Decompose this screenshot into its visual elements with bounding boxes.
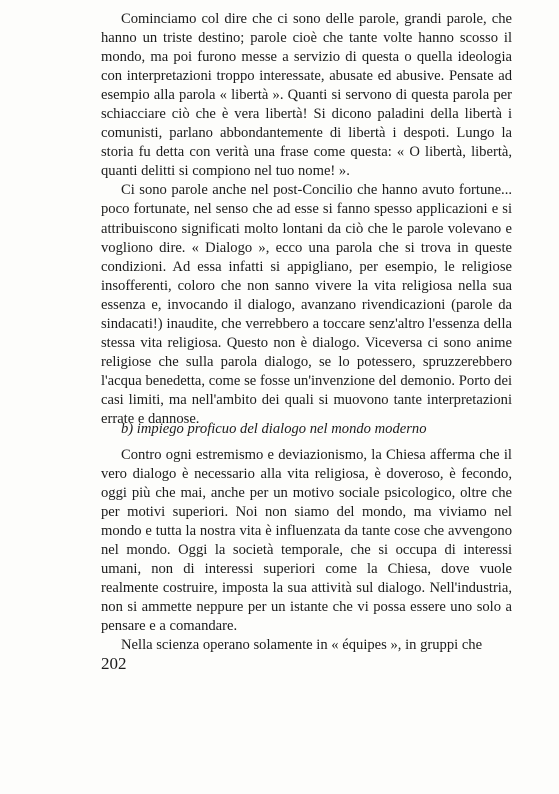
section-1-text	[101, 10, 512, 429]
paragraph: Nella scienza operano solamente in « équipes », in gruppi che	[121, 637, 483, 654]
section-subheading: b) impiego proficuo del dialogo nel mondo moderno	[121, 421, 427, 437]
section-2-text	[101, 446, 512, 656]
paragraph: Contro ogni estremismo e deviazionismo, la Chiesa afferma che il vero dialogo è necessario alla vita religiosa, è doveroso, è fecondo, oggi più che mai, anche per un motivo sociale psicologico, oltre che per motivi superiori. Noi non siamo del mondo, ma viviamo nel mondo e tutta la nostra vita è influenzata da tante cose che avvengono nel mondo. Oggi la società temporale, che si occupa di interessi umani, non di interessi superiori come la Chiesa, dove vuole realmente costruire, imposta la sua attività sul dialogo. Nell'industria, non si ammette neppure per un istante che vi possa essere uno solo a pensare e a comandare.	[101, 447, 512, 635]
paragraph: Ci sono parole anche nel post-Concilio che hanno avuto fortune... poco fortunate, nel senso che ad esse si fanno spesso applicazioni e si attribuiscono significati molto lontani da ciò che le parole volevano e vogliono dire. « Dialogo », ecco una parola che si trova in queste condizioni. Ad essa infatti si appigliano, per esempio, le religiose insofferenti, coloro che non sanno vivere la vita religiosa nella sua essenza e, invocando il dialogo, avanzano rivendicazioni (parole da sindacati!) inaudite, che verrebbero a toccare senz'altro l'essenza della stessa vita religiosa. Questo non è dialogo. Viceversa ci sono anime religiose che sulla parola dialogo, se lo potessero, spruzzerebbero l'acqua benedetta, come se fosse un'invenzione del demonio. Porto dei casi limiti, ma nell'ambito dei quali si muovono tante interpretazioni errate e dannose.	[101, 182, 512, 427]
paragraph: Cominciamo col dire che ci sono delle parole, grandi parole, che hanno un triste destino; parole cioè che tante volte hanno scosso il mondo, ma poi furono messe a servizio di questa o quella ideologia con interpretazioni troppo interessate, abusate ed abusive. Pensate ad esempio alla parola « libertà ». Quanti si servono di questa parola per schiacciare ciò che è vera libertà! Si dicono paladini della libertà i comunisti, parlano abbondantemente di libertà i despoti. Lungo la storia fu detta con verità una frase come questa: « O libertà, libertà, quanti delitti si compiono nel tuo nome! ».	[101, 11, 512, 180]
page-number: 202	[101, 654, 127, 673]
